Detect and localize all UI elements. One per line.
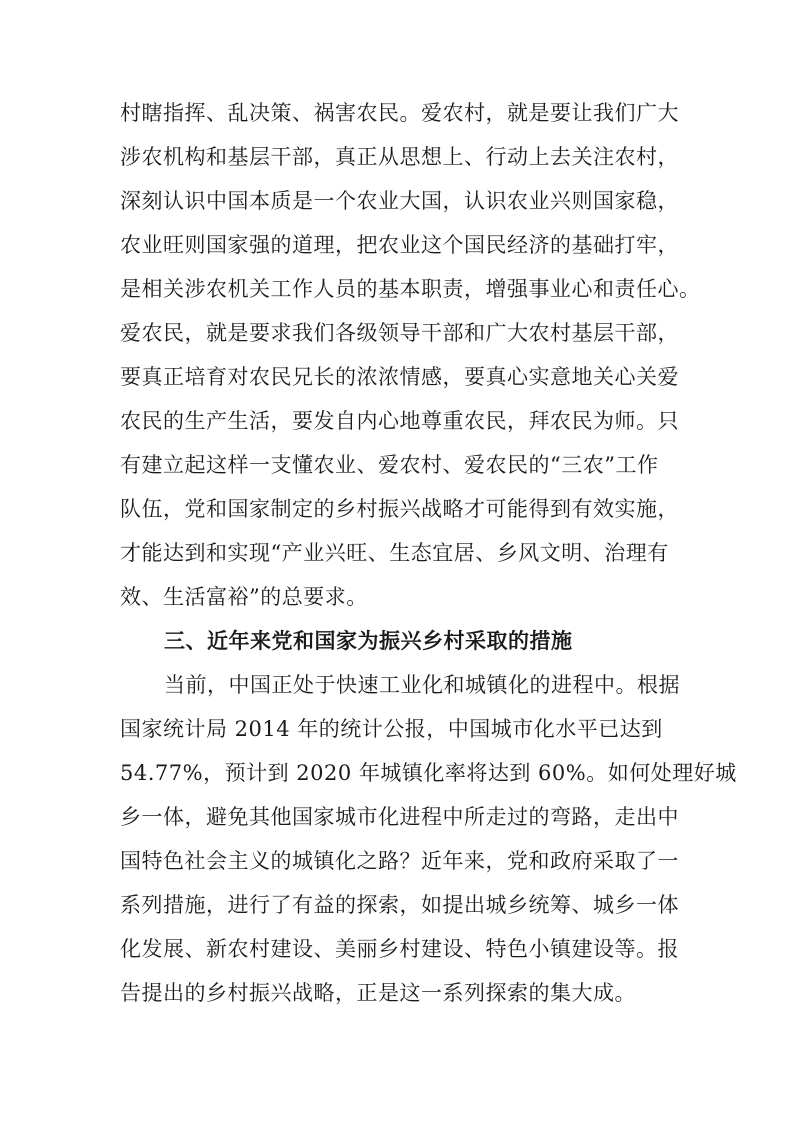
paragraph-line: 国家统计局 2014 年的统计公报，中国城市化水平已达到 [120, 717, 663, 741]
paragraph-line: 农民的生产生活，要发自内心地尊重农民，拜农民为师。只 [120, 409, 679, 433]
paragraph-line: 国特色社会主义的城镇化之路？近年来，党和政府采取了一 [120, 849, 679, 873]
paragraph-line: 才能达到和实现“产业兴旺、生态宜居、乡风文明、治理有 [120, 541, 669, 565]
paragraph-line: 当前，中国正处于快速工业化和城镇化的进程中。根据 [164, 673, 680, 697]
paragraph-line: 有建立起这样一支懂农业、爱农村、爱农民的“三农”工作 [120, 453, 659, 477]
paragraph-line: 乡一体，避免其他国家城市化进程中所走过的弯路，走出中 [120, 805, 679, 829]
paragraph-line: 爱农民，就是要求我们各级领导干部和广大农村基层干部， [120, 321, 679, 345]
paragraph-line: 效、生活富裕”的总要求。 [120, 585, 368, 609]
paragraph-line: 深刻认识中国本质是一个农业大国，认识农业兴则国家稳， [120, 189, 679, 213]
paragraph-line: 涉农机构和基层干部，真正从思想上、行动上去关注农村， [120, 145, 679, 169]
paragraph-line: 农业旺则国家强的道理，把农业这个国民经济的基础打牢， [120, 233, 679, 257]
paragraph-line: 队伍，党和国家制定的乡村振兴战略才可能得到有效实施， [120, 497, 679, 521]
paragraph-line: 告提出的乡村振兴战略，正是这一系列探索的集大成。 [120, 981, 636, 1005]
paragraph-line: 化发展、新农村建设、美丽乡村建设、特色小镇建设等。报 [120, 937, 679, 961]
paragraph-line: 系列措施，进行了有益的探索，如提出城乡统筹、城乡一体 [120, 893, 679, 917]
paragraph-line: 要真正培育对农民兄长的浓浓情感，要真心实意地关心关爱 [120, 365, 679, 389]
section-heading: 三、近年来党和国家为振兴乡村采取的措施 [164, 629, 573, 653]
paragraph-line: 54.77%，预计到 2020 年城镇化率将达到 60%。如何处理好城 [120, 761, 737, 785]
paragraph-line: 村瞎指挥、乱决策、祸害农民。爱农村，就是要让我们广大 [120, 101, 679, 125]
paragraph-line: 是相关涉农机关工作人员的基本职责，增强事业心和责任心。 [120, 277, 701, 301]
